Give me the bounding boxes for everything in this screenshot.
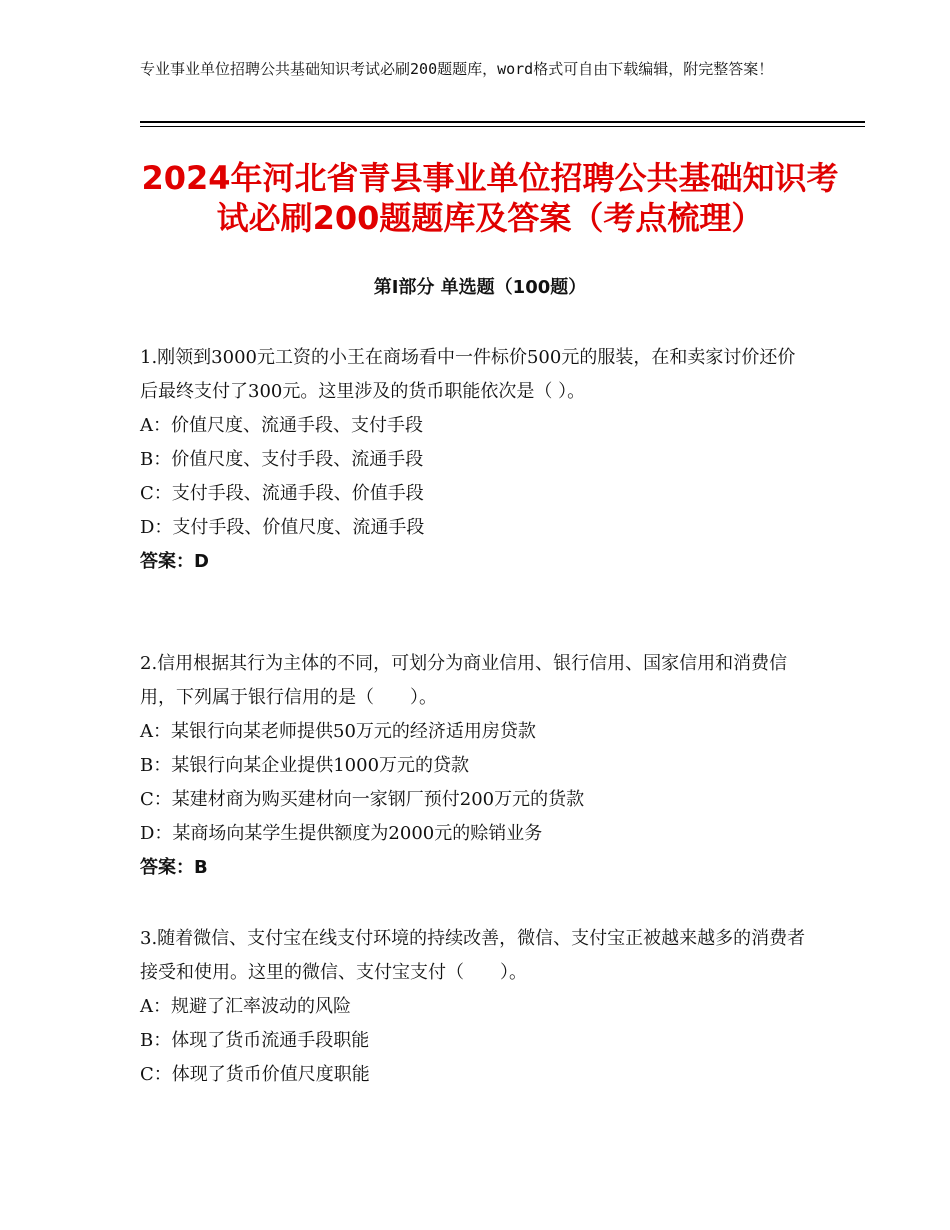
option-b: B：价值尺度、支付手段、流通手段 [140,449,424,470]
option-b: B：体现了货币流通手段职能 [140,1030,370,1051]
question-stem: 1.刚领到3000元工资的小王在商场看中一件标价500元的服装，在和卖家讨价还价后最终支付了300元。这里涉及的货币职能依次是（ ）。 [140,347,796,402]
answer-line: 答案：D [140,551,209,572]
header-divider-thick [140,121,865,123]
question-block [140,341,810,579]
option-d: D：某商场向某学生提供额度为2000元的赊销业务 [140,823,543,844]
section-title: 第Ⅰ部分 单选题（100题） [373,277,587,298]
question-stem: 3.随着微信、支付宝在线支付环境的持续改善，微信、支付宝正被越来越多的消费者接受和使用。这里的微信、支付宝支付（ ）。 [140,928,806,983]
option-c: C：体现了货币价值尺度职能 [140,1064,370,1085]
option-c: C：支付手段、流通手段、价值手段 [140,483,424,504]
question-stem: 2.信用根据其行为主体的不同，可划分为商业信用、银行信用、国家信用和消费信用，下列属于银行信用的是（ ）。 [140,653,788,708]
option-a: A：价值尺度、流通手段、支付手段 [140,415,423,436]
document-title: 2024年河北省青县事业单位招聘公共基础知识考试必刷200题题库及答案（考点梳理） [141,159,839,237]
answer-line: 答案：B [140,857,208,878]
option-c: C：某建材商为购买建材向一家钢厂预付200万元的货款 [140,789,585,810]
option-b: B：某银行向某企业提供1000万元的贷款 [140,755,470,776]
option-d: D：支付手段、价值尺度、流通手段 [140,517,425,538]
header-note: 专业事业单位招聘公共基础知识考试必刷200题题库，word格式可自由下载编辑，附完整答案！ [140,60,774,78]
header-divider-thin [140,126,865,127]
question-block [140,922,810,1092]
option-a: A：规避了汇率波动的风险 [140,996,351,1017]
option-a: A：某银行向某老师提供50万元的经济适用房贷款 [140,721,536,742]
question-block [140,647,810,885]
